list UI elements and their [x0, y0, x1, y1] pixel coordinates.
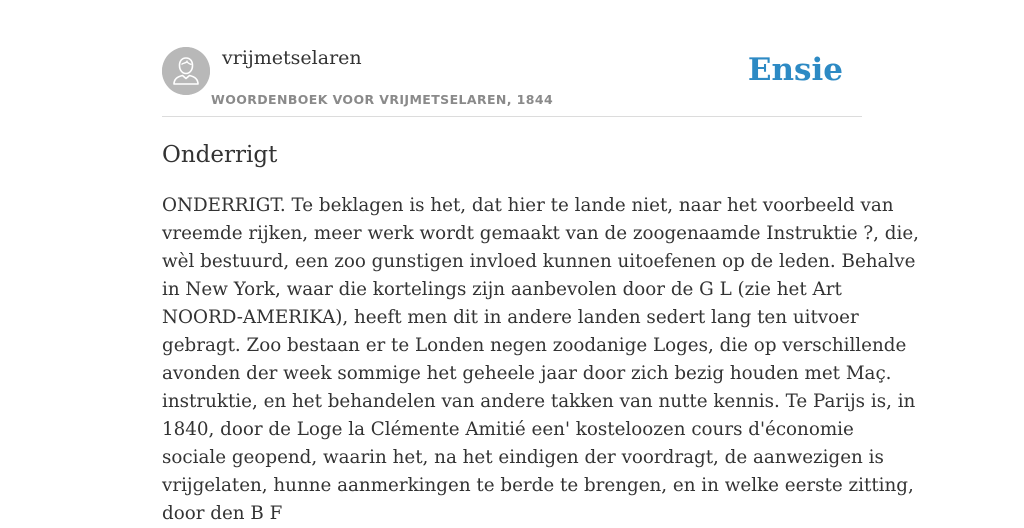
article-line: instruktie, en het behandelen van andere takken van nutte kennis. Te Parijs is, in — [162, 391, 916, 412]
article-line: wèl bestuurd, een zoo gunstigen invloed kunnen uitoefenen op de leden. Behalve — [162, 251, 916, 272]
article-line: ONDERRIGT. Te beklagen is het, dat hier te lande niet, naar het voorbeeld van — [162, 195, 894, 216]
article-line: in New York, waar die kortelings zijn aanbevolen door de G L (zie het Art — [162, 279, 842, 300]
page-title: Onderrigt — [162, 142, 278, 168]
source-header — [162, 46, 862, 117]
article-line: vreemde rijken, meer werk wordt gemaakt van de zoogenaamde Instruktie ?, die, — [162, 223, 919, 244]
article-body — [162, 192, 919, 528]
person-icon — [162, 47, 210, 95]
avatar[interactable] — [162, 47, 210, 95]
article-line: NOORD-AMERIKA), heeft men dit in andere landen sedert lang ten uitvoer — [162, 307, 859, 328]
ensie-logo-link[interactable]: Ensie — [747, 52, 843, 88]
source-name-link[interactable]: vrijmetselaren — [222, 47, 362, 69]
article-line: vrijgelaten, hunne aanmerkingen te berde te brengen, en in welke eerste zitting, — [162, 475, 914, 496]
article-line: avonden der week sommige het geheele jaar door zich bezig houden met Maç. — [162, 363, 892, 384]
article-line: gebragt. Zoo bestaan er te Londen negen zoodanige Loges, die op verschillende — [162, 335, 907, 356]
article-line: door den B F — [162, 503, 283, 524]
source-subtitle: WOORDENBOEK VOOR VRIJMETSELAREN, 1844 — [211, 92, 554, 107]
article-line: sociale geopend, waarin het, na het eindigen der voordragt, de aanwezigen is — [162, 447, 884, 468]
article-line: 1840, door de Loge la Clémente Amitié een' kosteloozen cours d'économie — [162, 419, 854, 440]
